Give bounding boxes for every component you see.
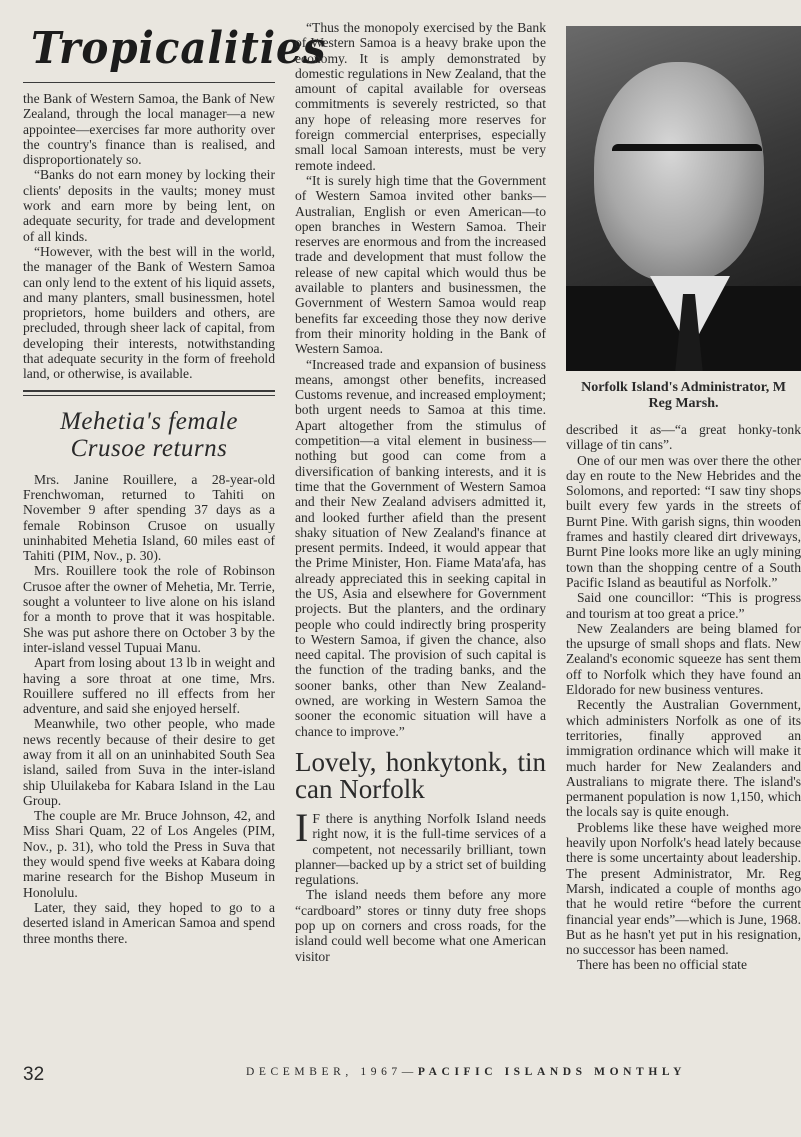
headline-norfolk: Lovely, honkytonk, tin can Norfolk	[295, 746, 546, 804]
story-paragraph: New Zealanders are being blamed for the upsurge of small shops and flats. New Zealand's economic squeeze has sent them off to Norfolk which they have found an Eldorado for new business ventures.	[566, 620, 801, 698]
photo-caption: Norfolk Island's Administrator, M Reg Marsh.	[581, 380, 786, 411]
drop-cap: I	[295, 804, 309, 850]
story-paragraph: Problems like these have weighed more heavily upon Norfolk's head lately because there is some uncertainty about leadership. The present Administrator, Mr. Reg Marsh, indicated a couple of months ago that he would retire “before the current financial year ends”—which is June, 1968. But as he hasn't yet put in his resignation, no successor has been named.	[566, 819, 801, 958]
page-number: 32	[23, 1064, 45, 1085]
story-paragraph: One of our men was over there the other day en route to the New Hebrides and the Solomons, and reported: “I saw tiny shops built every few yards in the streets of Burnt Pine. With garish signs, thin wooden frames and hastily cleared dirt driveways, Burnt Pine looks more like an ugly mining town than the shopping centre of a South Pacific Island as beautiful as Norfolk.”	[566, 452, 801, 590]
masthead-rule	[23, 82, 275, 83]
running-footer: DECEMBER, 1967—PACIFIC ISLANDS MONTHLY	[246, 1066, 686, 1078]
body-paragraph: “Thus the monopoly exercised by the Bank of Western Samoa is a heavy brake upon the economy. It is amply demonstrated by domestic regulations in New Zealand, that the amount of capital available for overseas commitments is severely restricted, so that any hope of releasing more reserves for foreign commercial enterprises, especially small local Samoan interests, must be very remote indeed.	[295, 20, 546, 173]
headline-crusoe: Mehetia's female Crusoe returns	[60, 407, 238, 462]
body-paragraph: “Increased trade and expansion of business means, amongst other benefits, increased Customs revenue, and increased employment; both urgent needs to Samoa at this time. Apart altogether from the stimulus of competition—a vital element in business—nothing but good can come from a diversification of banking interests, and it is time that the Government of Western Samoa and their New Zealand advisers admitted it, and looked further afield than the present shaky situation of New Zealand's finance at present permits. Indeed, it would appear that the Prime Minister, Hon. Fiame Mata'afa, has already appreciated this in seeking capital in the US, Asia and elsewhere for Government projects. But the planters, and the ordinary people who could indirectly bring prosperity to Western Samoa, if given the chance, also need capital. The provision of such capital is the function of the trading banks, and the sooner banks, other than New Zealand-owned, are working in Western Samoa the sooner the economic situation will have a chance to improve.”	[295, 356, 546, 739]
story-paragraph: described it as—“a great honky-tonk village of tin cans”.	[566, 422, 801, 453]
story-paragraph: The island needs them before any more “cardboard” stores or tinny duty free shops pop up on corners and cross roads, for the island could well become what one American visitor	[295, 887, 546, 964]
column-3	[566, 26, 801, 1076]
story-paragraph: Recently the Australian Government, which administers Norfolk as one of its territories, finally approved an immigration ordinance which will make it much harder for New Zealanders and Australians to migrate there. The island's permanent population is now 1,150, which the locals say is quite enough.	[566, 697, 801, 820]
column-1	[23, 18, 327, 946]
story-paragraph: Mrs. Rouillere took the role of Robinson Crusoe after the owner of Mehetia, Mr. Terrie, sought a volunteer to live alone on his island for a month to prove that it was hospitable. She was put ashore there on October 3 by the inter-island vessel Tupuai Manu.	[23, 563, 275, 655]
story-paragraph: The couple are Mr. Bruce Johnson, 42, and Miss Shari Quam, 22 of Los Angeles (PIM, Nov., p. 31), who told the Press in Suva that they would spend five weeks at Kabara doing marine research for the Bishop Museum in Honolulu.	[23, 808, 275, 900]
column-2	[295, 20, 546, 964]
masthead: Tropicalities	[31, 23, 327, 74]
story-paragraph: There has been no official state	[577, 957, 747, 973]
administrator-photo	[566, 26, 801, 371]
body-paragraph: “Banks do not earn money by locking their clients' deposits in the vaults; money must work and earn more by being lent, on adequate security, for trade and development of all kinds.	[23, 167, 275, 244]
story-lead-text: F there is anything Norfolk Island needs right now, it is the full-time services of a competent, not necessarily brilliant, town planner—backed up by a strict set of building regulations.	[295, 810, 546, 888]
story-paragraph: Mrs. Janine Rouillere, a 28-year-old Frenchwoman, returned to Tahiti on November 9 after spending 37 days as a female Robinson Crusoe on usually uninhabited Mehetia Island, 60 miles east of Tahiti (PIM, Nov., p. 30).	[23, 471, 275, 564]
story-paragraph: Said one councillor: “This is progress and tourism at too great a price.”	[566, 590, 801, 621]
story-lead-paragraph	[295, 804, 546, 888]
story-paragraph: Later, they said, they hoped to go to a deserted island in American Samoa and spend three months there.	[23, 899, 275, 946]
page-footer	[0, 1064, 801, 1094]
body-paragraph: “It is surely high time that the Government of Western Samoa invited other banks—Australian, English or even American—to open branches in Western Samoa. Their reserves are enormous and from the increased trade and development that must follow the release of new capital which would thus be available to planters and businessmen, the Government of Western Samoa would reap benefits far exceeding those they now derive from their minority holding in the Bank of Western Samoa.	[295, 172, 546, 357]
section-divider	[23, 390, 275, 396]
body-paragraph: the Bank of Western Samoa, the Bank of New Zealand, through the local manager—a new appointee—exercises far more authority over the country's finance than is realised, and disproportionately so.	[23, 91, 275, 168]
body-paragraph: “However, with the best will in the world, the manager of the Bank of Western Samoa can only lend to the extent of his liquid assets, and many planters, small businessmen, hotel proprietors, home builders and others, are precluded, through sheer lack of capital, from developing their interests, notwithstanding that adequate security in the form of freehold land, or otherwise, is available.	[23, 243, 275, 382]
story-paragraph: Apart from losing about 13 lb in weight and having a sore throat at one time, Mrs. Rouillere suffered no ill effects from her adventure, and said she enjoyed herself.	[23, 655, 275, 717]
story-paragraph: Meanwhile, two other people, who made news recently because of their desire to get away from it all on an uninhabited South Sea island, sailed from Suva in the inter-island ship Uluilakeba for Kabara Island in the Lau Group.	[23, 716, 275, 808]
